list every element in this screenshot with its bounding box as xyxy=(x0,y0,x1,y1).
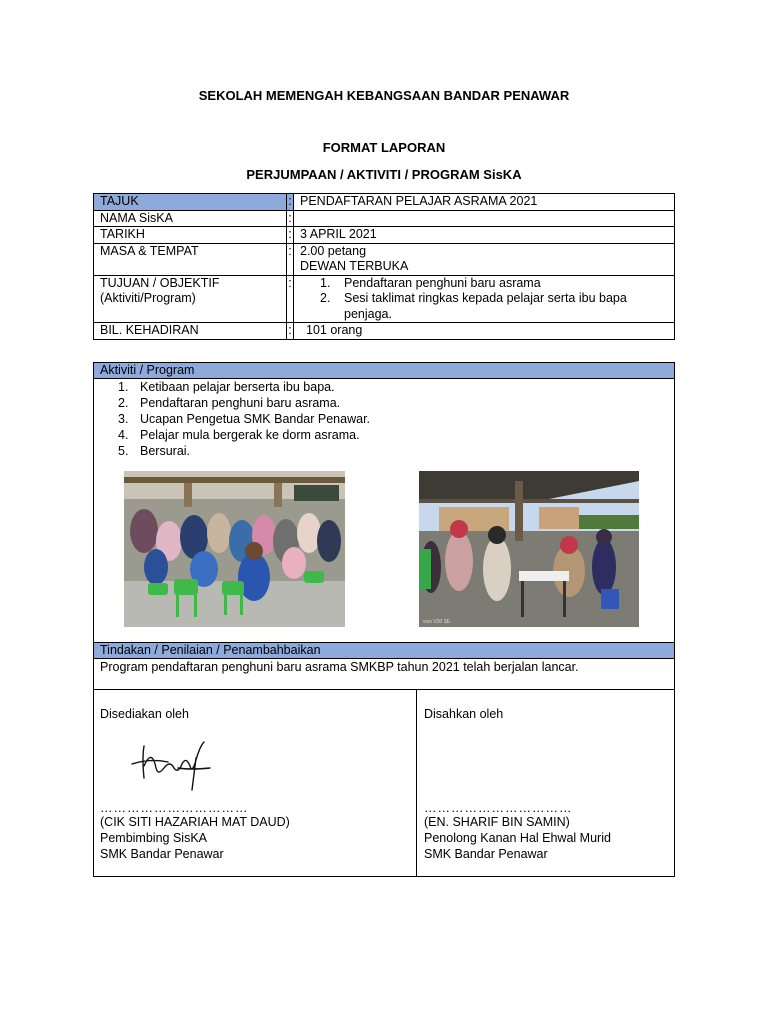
list-item: 2. Sesi taklimat ringkas kepada pelajar serta ibu bapa penjaga. xyxy=(320,291,627,321)
value-tajuk: PENDAFTARAN PELAJAR ASRAMA 2021 xyxy=(294,194,675,211)
label-tujuan xyxy=(94,275,287,323)
photo-watermark: vivo V20 SE xyxy=(423,619,451,625)
school-name: SEKOLAH MEMENGAH KEBANGSAAN BANDAR PENAWAR xyxy=(198,88,570,103)
table-row xyxy=(94,227,675,244)
activity-heading: Aktiviti / Program xyxy=(94,363,674,379)
colon: : xyxy=(288,210,292,225)
list-item: 1. Ketibaan pelajar berserta ibu bapa. xyxy=(118,380,335,394)
activity-photo-1 xyxy=(124,471,345,627)
value-bil-kehadiran: 101 orang xyxy=(294,323,675,340)
report-subtitle: PERJUMPAAN / AKTIVITI / PROGRAM SisKA xyxy=(246,167,522,182)
activity-item: Pendaftaran penghuni baru asrama. xyxy=(140,396,341,410)
label-tarikh: TARIKH xyxy=(94,227,287,244)
objective-text: Pendaftaran penghuni baru asrama xyxy=(344,275,541,290)
preparer-org: SMK Bandar Penawar xyxy=(100,847,224,861)
table-row xyxy=(94,243,675,275)
approver-name: (EN. SHARIF BIN SAMIN) xyxy=(424,815,570,829)
label-bil-kehadiran: BIL. KEHADIRAN xyxy=(94,323,287,340)
list-item: 1. Pendaftaran penghuni baru asrama xyxy=(320,275,541,290)
activity-item: Ucapan Pengetua SMK Bandar Penawar. xyxy=(140,412,371,426)
colon: : xyxy=(288,194,292,208)
preparer-name: (CIK SITI HAZARIAH MAT DAUD) xyxy=(100,815,290,829)
approver-org: SMK Bandar Penawar xyxy=(424,847,548,861)
colon: : xyxy=(288,227,292,241)
signature-line: …………………………… xyxy=(100,801,249,815)
list-item: 3. Ucapan Pengetua SMK Bandar Penawar. xyxy=(118,412,371,426)
prepared-by-label: Disediakan oleh xyxy=(100,707,189,721)
preparer-role: Pembimbing SisKA xyxy=(100,831,207,845)
approved-by-label: Disahkan oleh xyxy=(424,707,504,721)
value-masa-tempat xyxy=(294,243,675,275)
approver-role: Penolong Kanan Hal Ehwal Murid xyxy=(424,831,611,845)
signature-section xyxy=(93,689,675,877)
colon: : xyxy=(287,275,294,323)
activity-photo-2 xyxy=(419,471,639,627)
value-tempat: DEWAN TERBUKA xyxy=(300,259,409,273)
activity-item: Pelajar mula bergerak ke dorm asrama. xyxy=(140,428,360,442)
table-row xyxy=(94,323,675,340)
table-row xyxy=(94,194,675,211)
value-tujuan xyxy=(294,275,675,323)
signature-line: …………………………… xyxy=(424,801,573,815)
list-item: 2. Pendaftaran penghuni baru asrama. xyxy=(118,396,341,410)
label-nama-siska: NAMA SisKA xyxy=(94,210,287,227)
info-table xyxy=(93,193,675,340)
evaluation-heading: Tindakan / Penilaian / Penambahbaikan xyxy=(94,642,674,659)
label-tujuan-line1: TUJUAN / OBJEKTIF xyxy=(100,275,220,290)
colon: : xyxy=(287,243,294,275)
list-item: 5. Bersurai. xyxy=(118,444,191,458)
activity-section xyxy=(93,362,675,644)
signature-image xyxy=(130,738,212,792)
value-tarikh: 3 APRIL 2021 xyxy=(294,227,675,244)
activity-item: Bersurai. xyxy=(140,444,191,458)
table-row xyxy=(94,275,675,323)
table-row xyxy=(94,210,675,227)
evaluation-text: Program pendaftaran penghuni baru asrama SMKBP tahun 2021 telah berjalan lancar. xyxy=(100,660,579,674)
divider xyxy=(416,690,417,876)
objective-text: Sesi taklimat ringkas kepada pelajar serta ibu bapa penjaga. xyxy=(344,291,627,321)
label-masa-tempat: MASA & TEMPAT xyxy=(94,243,287,275)
evaluation-section xyxy=(93,642,675,690)
value-masa: 2.00 petang xyxy=(300,243,367,258)
value-nama-siska xyxy=(294,210,675,227)
colon: : xyxy=(288,323,292,337)
label-tajuk: TAJUK xyxy=(94,194,287,211)
list-item: 4. Pelajar mula bergerak ke dorm asrama. xyxy=(118,428,360,442)
label-tujuan-line2: (Aktiviti/Program) xyxy=(100,291,196,305)
activity-item: Ketibaan pelajar berserta ibu bapa. xyxy=(140,380,335,394)
report-format-title: FORMAT LAPORAN xyxy=(322,140,446,155)
